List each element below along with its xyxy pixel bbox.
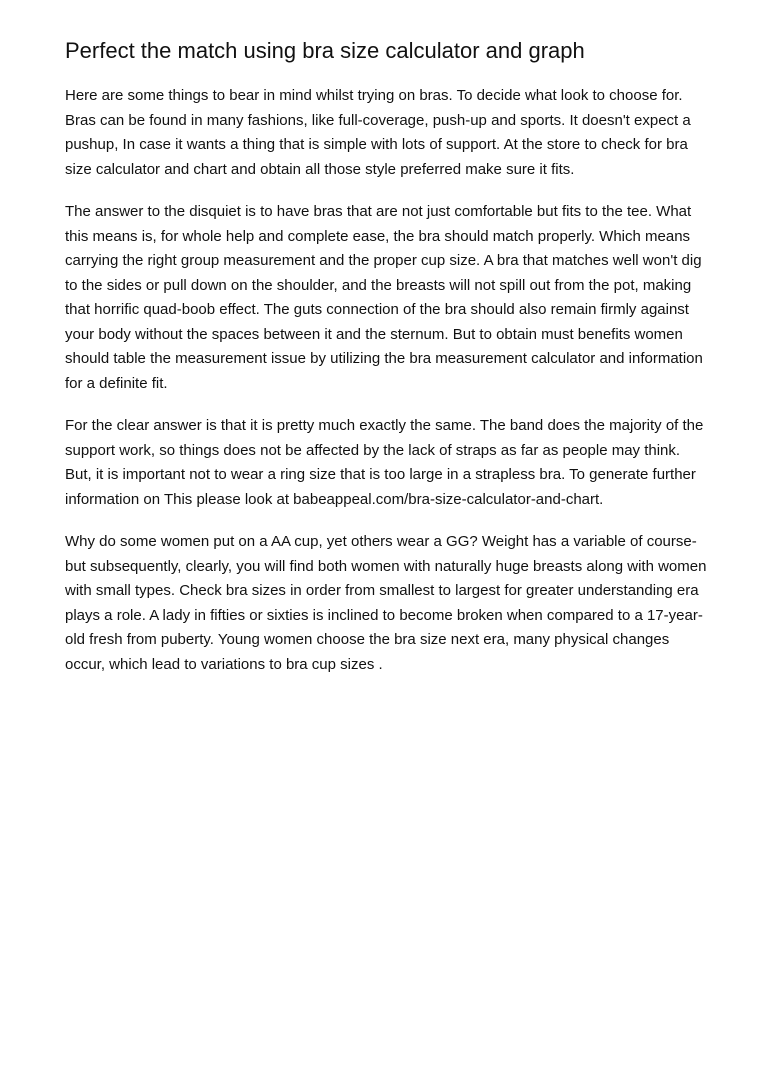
paragraph-3: For the clear answer is that it is pretty much exactly the same. The band does the majority of the support work, so things does not be affected by the lack of straps as far as people may think. But, it is important not to wear a ring size that is too large in a strapless bra. To generate further information on This please look at babeappeal.com/bra-size-calculator-and-chart. [65,417,704,508]
paragraph-2: The answer to the disquiet is to have bras that are not just comfortable but fits to the tee. What this means is, for whole help and complete ease, the bra should match properly. Which means carrying the right group measurement and the proper cup size. A bra that matches well won't dig to the sides or pull down on the shoulder, and the breasts will not spill out from the pot, making that horrific quad-boob effect. The guts connection of the bra should also remain firmly against your body without the spaces between it and the sternum. But to obtain must benefits women should table the measurement issue by utilizing the bra measurement calculator and information for a definite fit. [65,203,703,392]
paragraph-1: Here are some things to bear in mind whilst trying on bras. To decide what look to choose for. Bras can be found in many fashions, like full-coverage, push-up and sports. It doesn't expect a pushup, In case it wants a thing that is simple with lots of support. At the store to check for bra size calculator and chart and obtain all those style preferred make sure it fits. [65,87,691,178]
page-title: Perfect the match using bra size calculator and graph [65,38,585,63]
paragraph-4: Why do some women put on a AA cup, yet others wear a GG? Weight has a variable of course-but subsequently, clearly, you will find both women with naturally huge breasts along with women with small types. Check bra sizes in order from smallest to largest for greater understanding era plays a role. A lady in fifties or sixties is inclined to become broken when compared to a 17-year-old fresh from puberty. Young women choose the bra size next era, many physical changes occur, which lead to variations to bra cup sizes . [65,533,707,673]
